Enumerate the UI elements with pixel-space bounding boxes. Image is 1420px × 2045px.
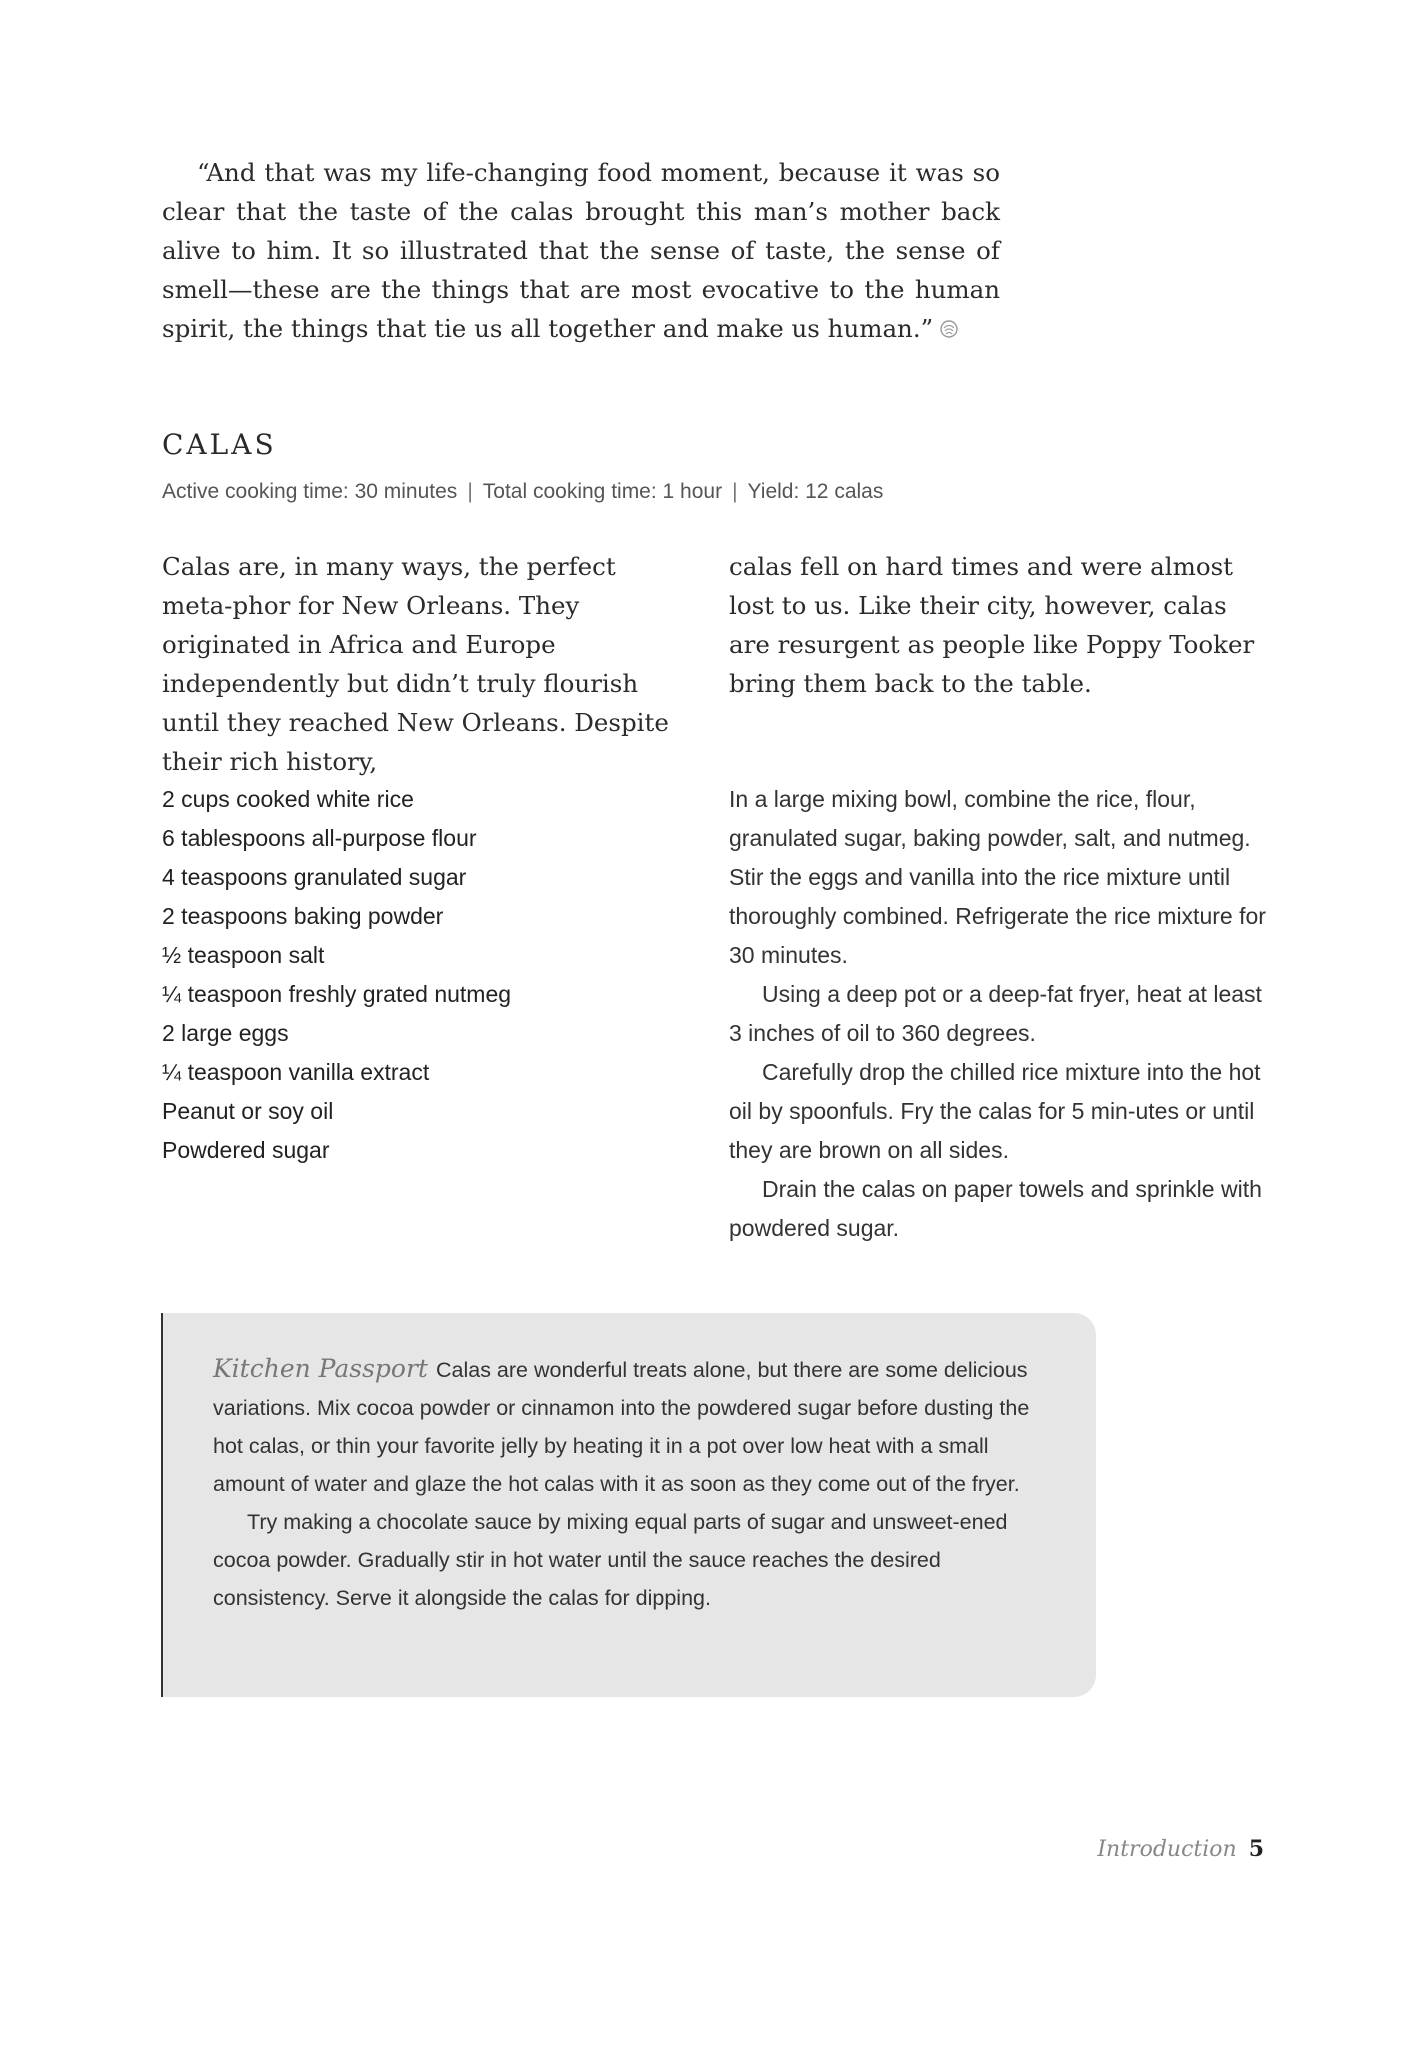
recipe-title: CALAS [162,428,277,461]
passport-text [213,1350,1053,1617]
ingredient-item: ½ teaspoon salt [162,942,325,968]
page-number: 5 [1248,1836,1264,1862]
recipe-intro-left: Calas are, in many ways, the perfect meta-phor for New Orleans. They originated in Africa and Europe independently but didn’t truly flourish until they reached New Orleans. Despite their rich history, [162,552,669,776]
ingredient-item: Peanut or soy oil [162,1098,334,1124]
ingredient-item: Powdered sugar [162,1137,330,1163]
ingredient-item: 2 cups cooked white rice [162,786,414,812]
passport-paragraph-2: Try making a chocolate sauce by mixing equal parts of sugar and unsweet-ened cocoa powder. Gradually stir in hot water until the sauce reaches the desired consistency. Serve it alongside the calas for dipping. [213,1510,1008,1610]
method-step: Using a deep pot or a deep-fat fryer, heat at least 3 inches of oil to 360 degrees. [729,981,1262,1046]
kitchen-passport-sidebar [161,1313,1096,1697]
method-step: In a large mixing bowl, combine the rice, flour, granulated sugar, baking powder, salt, and nutmeg. Stir the eggs and vanilla into the rice mixture until thoroughly combined. Refrigerate the rice mixture for 30 minutes. [729,786,1266,968]
page-footer [1097,1836,1264,1862]
method-step: Drain the calas on paper towels and sprinkle with powdered sugar. [729,1176,1262,1241]
passport-paragraph [213,1350,1053,1503]
passport-paragraph-1: Calas are wonderful treats alone, but there are some delicious variations. Mix cocoa powder or cinnamon into the powdered sugar before dusting the hot calas, or thin your favorite jelly by heating it in a pot over low heat with a small amount of water and glaze the hot calas with it as soon as they come out of the fryer. [213,1358,1030,1496]
running-footer-section: Introduction [1097,1837,1237,1862]
ingredient-list [162,780,682,1170]
section-end-ornament-icon [939,319,959,339]
ingredient-item: ¼ teaspoon vanilla extract [162,1059,430,1085]
ingredient-item: ¼ teaspoon freshly grated nutmeg [162,981,512,1007]
method-steps [729,780,1269,1248]
ingredient-item: 2 large eggs [162,1020,289,1046]
quote-paragraph [162,153,1000,348]
active-time: Active cooking time: 30 minutes [162,480,458,503]
meta-separator: | [467,480,473,503]
ingredient-item: 4 teaspoons granulated sugar [162,864,467,890]
meta-separator: | [732,480,738,503]
method-step: Carefully drop the chilled rice mixture into the hot oil by spoonfuls. Fry the calas for 5 min-utes or until they are brown on all sides. [729,1059,1261,1163]
quote-text: “And that was my life-changing food moment, because it was so clear that the taste of the calas brought this man’s mother back alive to him. It so illustrated that the sense of taste, the sense of smell—these are the things that are most evocative to the human spirit, the things that tie us all together and make us human.” [162,158,1000,343]
ingredient-item: 2 teaspoons baking powder [162,903,444,929]
total-time: Total cooking time: 1 hour [482,480,723,503]
quote-block [162,153,1000,348]
ingredient-item: 6 tablespoons all-purpose flour [162,825,477,851]
recipe-meta [162,480,883,504]
passport-label: Kitchen Passport [213,1354,428,1383]
recipe-intro-right: calas fell on hard times and were almost lost to us. Like their city, however, calas are resurgent as people like Poppy Tooker bring them back to the table. [729,552,1255,698]
recipe-yield: Yield: 12 calas [747,480,884,503]
